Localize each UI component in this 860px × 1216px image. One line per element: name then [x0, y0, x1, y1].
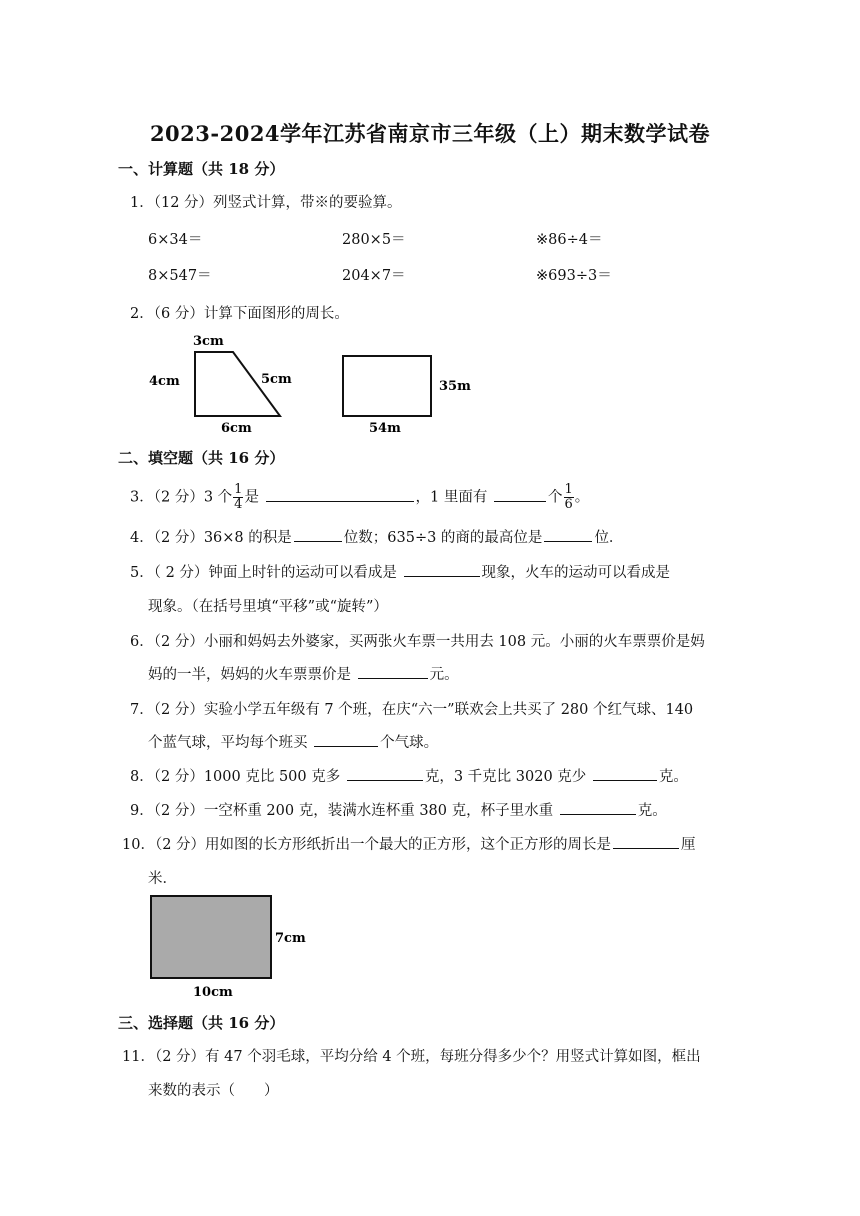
question-number: 2． [130, 306, 154, 322]
question-text: （2 分）实验小学五年级有 7 个班，在庆“六一”联欢会上共买了 280 个红气球、140 [153, 702, 694, 718]
question-text: 个 [548, 489, 563, 506]
question-text: 个气球。 [380, 735, 439, 751]
page-title: 2023-2024学年江苏省南京市三年级（上）期末数学试卷 [149, 121, 711, 146]
answer-blank[interactable] [560, 800, 636, 815]
question-text: 位． [594, 530, 624, 546]
calc-item: ※693÷3＝ [536, 268, 612, 284]
rectangle-width-label: 10cm [193, 985, 233, 1000]
question-text: 个蓝气球，平均每个班买 [148, 735, 308, 751]
question-1 [130, 191, 402, 212]
question-number: 6． [130, 634, 154, 650]
fraction-one-sixth [564, 483, 574, 512]
question-5 [130, 561, 670, 582]
answer-blank[interactable] [613, 834, 679, 849]
answer-blank[interactable] [404, 562, 480, 577]
question-number: 7． [130, 702, 154, 718]
question-text: 是 [244, 489, 259, 506]
rectangle-shape [343, 356, 431, 416]
question-text: ，1 里面有 [415, 489, 488, 506]
question-text: （2 分）一空杯重 200 克，装满水连杯重 380 克，杯子里水重 [153, 803, 554, 819]
answer-blank[interactable] [593, 766, 657, 781]
question-number: 3． [130, 489, 154, 506]
answer-blank[interactable] [494, 487, 546, 502]
rectangle-right-label: 35m [439, 379, 471, 394]
question-text: 现象，火车的运动可以看成是 [481, 565, 671, 581]
paper-rectangle-figure [145, 890, 310, 1000]
question-number: 1． [130, 195, 154, 211]
fraction-one-quarter [233, 483, 243, 512]
gray-rectangle [151, 896, 271, 978]
question-text: （2 分）36×8 的积是 [153, 530, 292, 546]
question-number: 11． [122, 1049, 155, 1065]
trapezoid-slant-label: 5cm [261, 372, 292, 387]
answer-blank[interactable] [358, 664, 428, 679]
question-11 [122, 1045, 701, 1066]
question-text: 克，3 千克比 3020 克少 [424, 769, 587, 785]
question-8 [130, 765, 688, 786]
answer-blank[interactable] [544, 527, 592, 542]
question-text: 位数；635÷3 的商的最高位是 [343, 530, 543, 546]
question-text: 元。 [429, 667, 459, 683]
question-6 [130, 630, 705, 651]
calc-item: 204×7＝ [342, 268, 406, 284]
perimeter-figures [145, 330, 475, 436]
question-text: （2 分）3 个 [153, 489, 233, 506]
question-number: 8． [130, 769, 154, 785]
question-number: 4． [130, 530, 154, 546]
trapezoid-left-label: 4cm [149, 374, 180, 389]
question-5-line-2: 现象。（在括号里填“平移”或“旋转”） [148, 599, 388, 615]
fraction-denominator: 6 [564, 497, 573, 512]
question-2 [130, 302, 349, 323]
question-9 [130, 799, 667, 820]
section-heading-calc: 一、计算题（共 18 分） [118, 160, 285, 178]
question-text: 妈的一半，妈妈的火车票票价是 [148, 667, 351, 683]
question-text: （2 分）小丽和妈妈去外婆家，买两张火车票一共用去 108 元。小丽的火车票票价是妈 [153, 634, 705, 650]
rectangle-bottom-label: 54m [369, 421, 401, 436]
question-text: （ 2 分）钟面上时针的运动可以看成是 [153, 565, 397, 581]
question-text: （6 分）计算下面图形的周长。 [153, 306, 349, 322]
calc-item: 6×34＝ [148, 232, 203, 248]
section-heading-choice: 三、选择题（共 16 分） [118, 1014, 285, 1032]
answer-blank[interactable] [347, 766, 423, 781]
question-text: 。 [574, 489, 590, 506]
question-7 [130, 698, 693, 719]
trapezoid-top-label: 3cm [193, 334, 224, 349]
question-text: 厘 [681, 837, 696, 853]
fraction-numerator: 1 [564, 482, 573, 497]
answer-blank[interactable] [294, 527, 342, 542]
question-text: 克。 [637, 803, 667, 819]
answer-blank[interactable] [314, 732, 378, 747]
section-heading-fill: 二、填空题（共 16 分） [118, 449, 285, 467]
answer-blank[interactable] [266, 487, 414, 502]
question-text: （12 分）列竖式计算，带※的要验算。 [153, 195, 402, 211]
calc-item: 280×5＝ [342, 232, 406, 248]
fraction-numerator: 1 [234, 482, 243, 497]
question-text: 克。 [658, 769, 688, 785]
calc-item: ※86÷4＝ [536, 232, 603, 248]
question-3 [130, 483, 589, 512]
question-11-line-2: 来数的表示（ ） [148, 1083, 279, 1099]
question-number: 5． [130, 565, 154, 581]
question-text: （2 分）有 47 个羽毛球，平均分给 4 个班，每班分得多少个？用竖式计算如图，框出 [154, 1049, 701, 1065]
question-4 [130, 526, 623, 547]
question-number: 10． [122, 837, 155, 853]
question-text: （2 分）用如图的长方形纸折出一个最大的正方形，这个正方形的周长是 [154, 837, 612, 853]
question-number: 9． [130, 803, 154, 819]
question-10 [122, 833, 696, 854]
fraction-denominator: 4 [234, 497, 243, 512]
trapezoid-bottom-label: 6cm [221, 421, 252, 436]
question-7-line-2 [148, 731, 438, 752]
question-10-line-2: 米． [148, 871, 177, 887]
rectangle-height-label: 7cm [275, 931, 306, 946]
calc-item: 8×547＝ [148, 268, 212, 284]
question-6-line-2 [148, 663, 459, 684]
question-text: （2 分）1000 克比 500 克多 [153, 769, 341, 785]
